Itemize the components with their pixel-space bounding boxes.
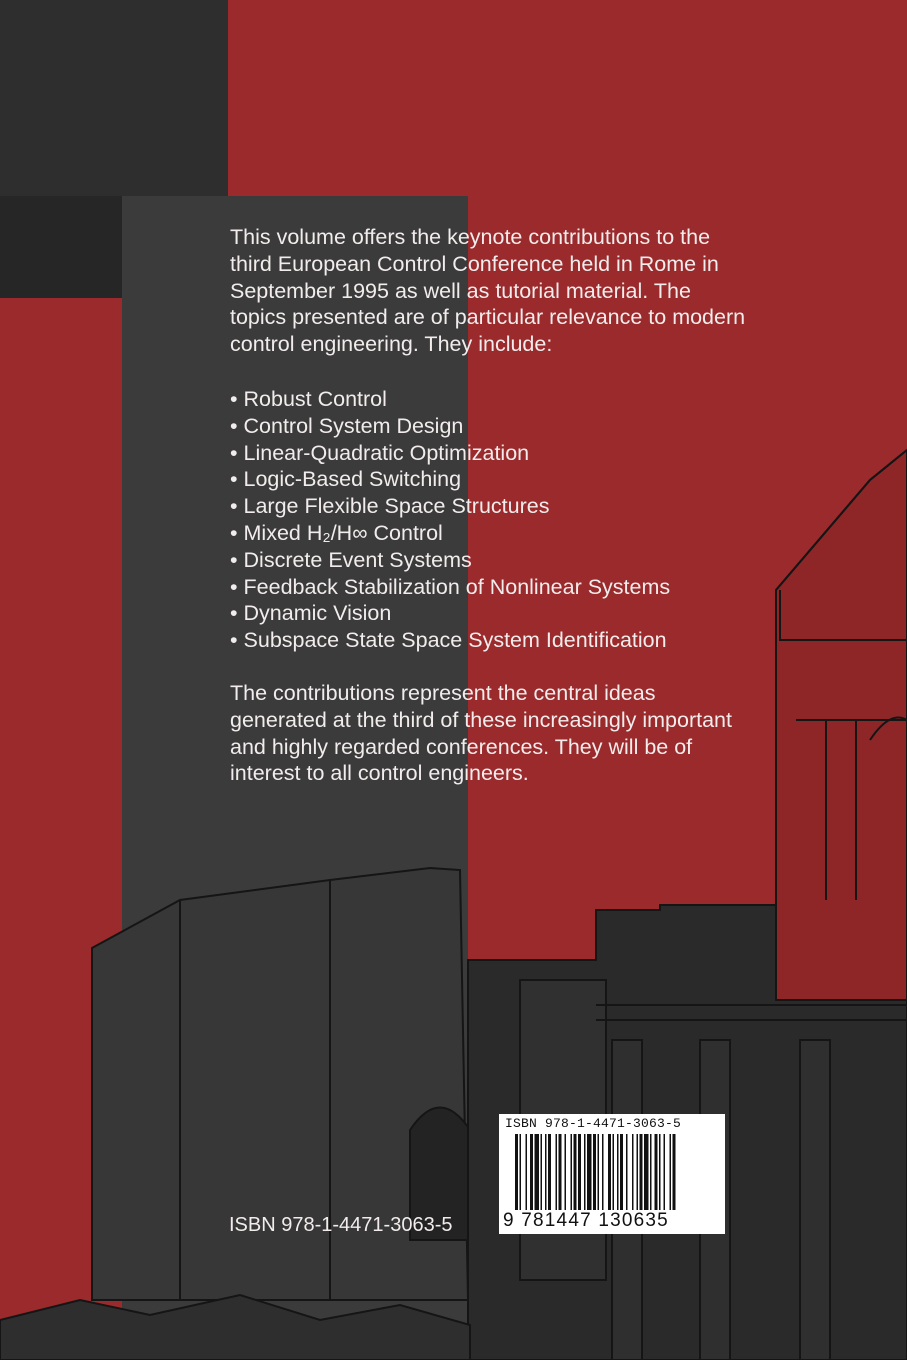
topic-item: • Linear-Quadratic Optimization bbox=[230, 440, 750, 467]
barcode-bar bbox=[644, 1134, 649, 1214]
barcode-bar bbox=[593, 1134, 596, 1214]
barcode-bar bbox=[587, 1134, 592, 1214]
barcode-bar bbox=[613, 1134, 615, 1214]
barcode-bar bbox=[515, 1134, 518, 1214]
barcode-bar bbox=[571, 1134, 573, 1214]
barcode-bar bbox=[584, 1134, 586, 1214]
topic-item: • Discrete Event Systems bbox=[230, 547, 750, 574]
barcode-bar bbox=[578, 1134, 581, 1214]
topic-item: • Control System Design bbox=[230, 413, 750, 440]
barcode-bar bbox=[632, 1134, 634, 1214]
barcode-bar bbox=[541, 1134, 543, 1214]
barcode-bar bbox=[556, 1134, 558, 1214]
barcode-bar bbox=[520, 1134, 522, 1214]
barcode-bar bbox=[640, 1134, 643, 1214]
topic-item: • Large Flexible Space Structures bbox=[230, 493, 750, 520]
topic-item: • Mixed H₂/H∞ Control bbox=[230, 520, 750, 547]
topic-item: • Feedback Stabilization of Nonlinear Systems bbox=[230, 574, 750, 601]
barcode-bar bbox=[598, 1134, 600, 1214]
topic-item: • Dynamic Vision bbox=[230, 600, 750, 627]
barcode-bar bbox=[530, 1134, 533, 1214]
topic-item: • Logic-Based Switching bbox=[230, 466, 750, 493]
barcode-bar bbox=[617, 1134, 619, 1214]
barcode-bar bbox=[626, 1134, 628, 1214]
dark-block-top-left bbox=[0, 0, 228, 196]
barcode-bar bbox=[673, 1134, 676, 1214]
barcode-bar bbox=[620, 1134, 623, 1214]
barcode-bar bbox=[659, 1134, 661, 1214]
topic-item: • Robust Control bbox=[230, 386, 750, 413]
barcode-bar bbox=[650, 1134, 652, 1214]
barcode-bar bbox=[559, 1134, 562, 1214]
topic-list bbox=[230, 386, 750, 654]
back-cover-description bbox=[230, 224, 750, 787]
barcode-bar bbox=[602, 1134, 604, 1214]
dark-block-left bbox=[0, 196, 122, 298]
barcode-isbn-text: ISBN 978-1-4471-3063-5 bbox=[505, 1116, 682, 1131]
barcode-bar bbox=[545, 1134, 547, 1214]
barcode-bar bbox=[664, 1134, 666, 1214]
isbn-label: ISBN 978-1-4471-3063-5 bbox=[229, 1214, 453, 1236]
barcode-bar bbox=[670, 1134, 672, 1214]
barcode-bar bbox=[526, 1134, 528, 1214]
isbn-barcode bbox=[499, 1114, 725, 1234]
barcode-bar bbox=[548, 1134, 551, 1214]
barcode-bar bbox=[574, 1134, 577, 1214]
barcode-bar bbox=[565, 1134, 567, 1214]
intro-paragraph: This volume offers the keynote contributions to the third European Control Conference held in Rome in September 1995 as well as tutorial material. The topics presented are of particular relevance to modern control engineering. They include: bbox=[230, 225, 746, 357]
barcode-bar bbox=[637, 1134, 639, 1214]
topic-item: • Subspace State Space System Identification bbox=[230, 627, 750, 654]
barcode-bar bbox=[608, 1134, 611, 1214]
closing-paragraph: The contributions represent the central ideas generated at the third of these increasingly important and highly regarded conferences. They will be of interest to all control engineers. bbox=[230, 680, 732, 786]
barcode-bar bbox=[655, 1134, 658, 1214]
barcode-digits: 9 781447 130635 bbox=[503, 1210, 723, 1232]
barcode-bar bbox=[535, 1134, 540, 1214]
